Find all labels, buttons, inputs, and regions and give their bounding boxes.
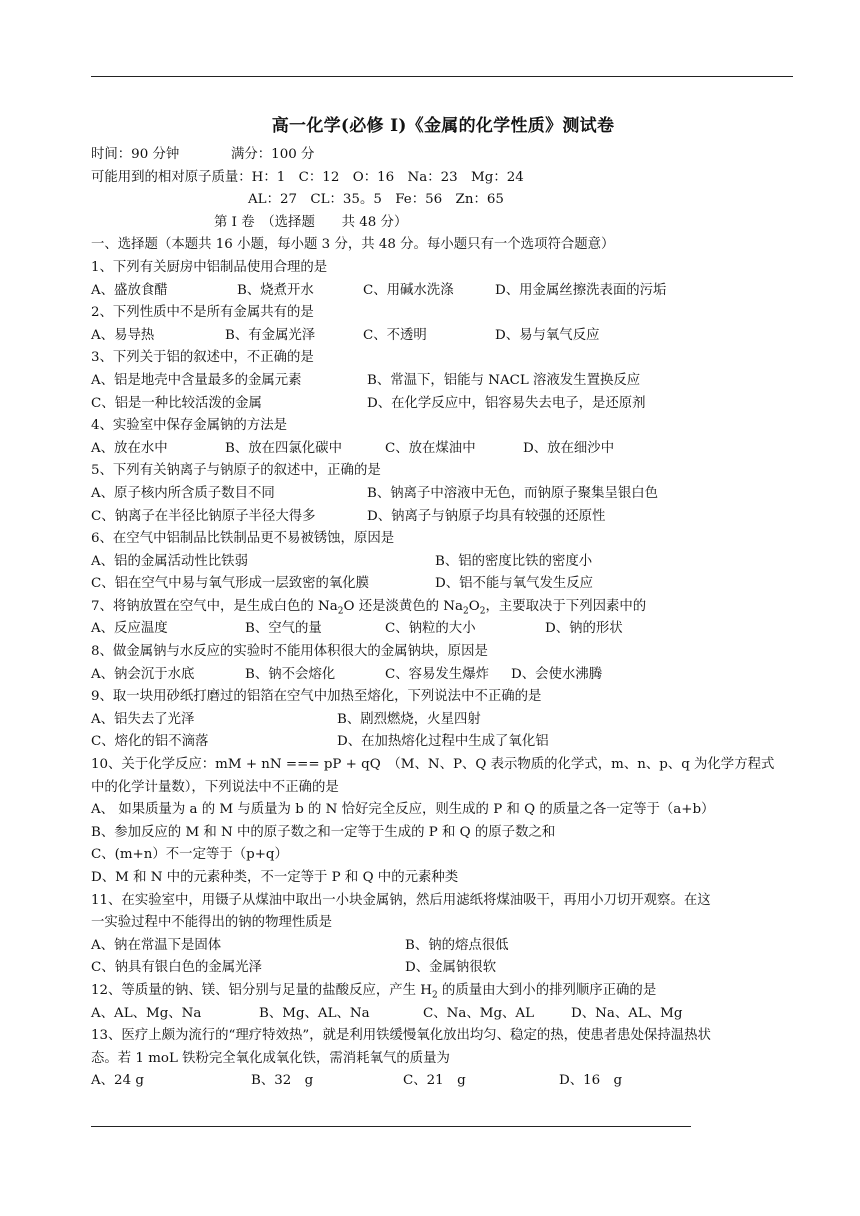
option-d: D、铝不能与氧气发生反应 bbox=[435, 576, 594, 592]
question-11-options-ab bbox=[91, 935, 795, 958]
question-9-stem: 9、取一块用砂纸打磨过的铝箔在空气中加热至熔化，下列说法中不正确的是 bbox=[91, 689, 542, 705]
part-heading: 第 I 卷 （选择题 共 48 分） bbox=[214, 214, 408, 230]
question-13-options bbox=[91, 1070, 795, 1093]
option-b: B、剧烈燃烧，火星四射 bbox=[337, 711, 481, 727]
option-a: A、原子核内所含质子数目不同 bbox=[91, 485, 275, 501]
question-11-stem-1: 11、在实验室中，用镊子从煤油中取出一小块金属钠，然后用滤纸将煤油吸干，再用小刀切开观察。在这 bbox=[91, 892, 711, 908]
question-9-options-ab bbox=[91, 709, 795, 732]
option-d: D、放在细沙中 bbox=[523, 440, 615, 456]
atomic-mass-line-1: 可能用到的相对原子质量：H：1 C：12 O：16 Na：23 Mg：24 bbox=[91, 169, 524, 185]
option-b: B、常温下，铝能与 NACL 溶液发生置换反应 bbox=[367, 372, 641, 388]
question-12-stem bbox=[91, 980, 795, 1003]
option-a: A、放在水中 bbox=[91, 440, 168, 456]
option-c: C、铝是一种比较活泼的金属 bbox=[91, 395, 262, 411]
option-d: D、金属钠很软 bbox=[405, 960, 497, 976]
option-a: A、钠会沉于水底 bbox=[91, 666, 195, 682]
option-b: B、32 g bbox=[251, 1073, 314, 1089]
option-c: C、Na、Mg、AL bbox=[423, 1005, 534, 1021]
option-a: A、铝失去了光泽 bbox=[91, 711, 195, 727]
question-7-options bbox=[91, 618, 795, 641]
option-d: D、在化学反应中，铝容易失去电子，是还原剂 bbox=[367, 395, 646, 411]
question-3-options-cd bbox=[91, 393, 795, 416]
option-d: D、会使水沸腾 bbox=[511, 666, 603, 682]
question-5-options-cd bbox=[91, 506, 795, 529]
stem-text: O bbox=[468, 598, 480, 614]
question-9-options-cd bbox=[91, 731, 795, 754]
question-7-stem bbox=[91, 596, 795, 619]
question-6-options-cd bbox=[91, 573, 795, 596]
question-10-stem-2: 中的化学计量数），下列说法中不正确的是 bbox=[91, 779, 339, 795]
option-d: D、在加热熔化过程中生成了氧化铝 bbox=[337, 734, 549, 750]
header-rule bbox=[91, 76, 793, 77]
atomic-mass-line-2: AL：27 CL：35。5 Fe：56 Zn：65 bbox=[248, 192, 504, 208]
stem-text: O 还是淡黄色的 Na bbox=[343, 598, 464, 614]
question-1-stem: 1、下列有关厨房中铝制品使用合理的是 bbox=[91, 259, 328, 275]
stem-text: 7、将钠放置在空气中，是生成白色的 Na bbox=[91, 598, 338, 614]
option-c: C、不透明 bbox=[363, 327, 427, 343]
option-c: C、熔化的铝不滴落 bbox=[91, 734, 209, 750]
option-a: A、铝的金属活动性比铁弱 bbox=[91, 553, 248, 569]
question-3-stem: 3、下列关于铝的叙述中，不正确的是 bbox=[91, 350, 314, 366]
option-b: B、钠不会熔化 bbox=[245, 666, 336, 682]
option-d: D、用金属丝擦洗表面的污垢 bbox=[495, 282, 667, 298]
question-2-options bbox=[91, 325, 795, 348]
stem-text: 的质量由大到小的排列顺序正确的是 bbox=[437, 982, 657, 998]
stem-text: 12、等质量的钠、镁、铝分别与足量的盐酸反应，产生 H bbox=[91, 982, 432, 998]
question-13-stem-2: 态。若 1 moL 铁粉完全氧化成氧化铁，需消耗氧气的质量为 bbox=[91, 1050, 450, 1066]
question-10-option-a: A、 如果质量为 a 的 M 与质量为 b 的 N 恰好完全反应，则生成的 P 和 Q 的质量之各一定等于（a+b） bbox=[91, 802, 715, 818]
meta-time-score bbox=[91, 144, 795, 167]
question-6-stem: 6、在空气中铝制品比铁制品更不易被锈蚀，原因是 bbox=[91, 531, 395, 547]
option-b: B、空气的量 bbox=[245, 621, 322, 637]
option-a: A、反应温度 bbox=[91, 621, 168, 637]
subscript: 2 bbox=[463, 606, 469, 617]
option-c: C、钠粒的大小 bbox=[385, 621, 476, 637]
option-c: C、容易发生爆炸 bbox=[385, 666, 489, 682]
option-c: C、用碱水洗涤 bbox=[363, 282, 454, 298]
question-1-options bbox=[91, 280, 795, 303]
question-11-options-cd bbox=[91, 957, 795, 980]
option-c: C、21 g bbox=[403, 1073, 466, 1089]
subscript: 2 bbox=[479, 606, 486, 617]
option-d: D、16 g bbox=[559, 1073, 623, 1089]
question-10-option-c: C、(m+n）不一定等于（p+q） bbox=[91, 847, 288, 863]
question-8-stem: 8、做金属钠与水反应的实验时不能用体积很大的金属钠块，原因是 bbox=[91, 644, 488, 660]
option-b: B、有金属光泽 bbox=[225, 327, 316, 343]
option-c: C、钠离子在半径比钠原子半径大得多 bbox=[91, 508, 316, 524]
question-13-stem-1: 13、医疗上颇为流行的“理疗特效热”，就是利用铁缓慢氧化放出均匀、稳定的热，使患者患处保持温热状 bbox=[91, 1028, 711, 1044]
question-5-stem: 5、下列有关钠离子与钠原子的叙述中，正确的是 bbox=[91, 463, 381, 479]
option-a: A、AL、Mg、Na bbox=[91, 1005, 202, 1021]
question-10-stem-1: 10、关于化学反应：mM + nN === pP + qQ （M、N、P、Q 表示物质的化学式，m、n、p、q 为化学方程式 bbox=[91, 757, 775, 773]
subscript: 2 bbox=[337, 606, 344, 617]
exam-page bbox=[91, 114, 795, 1093]
option-b: B、钠离子中溶液中无色，而钠原子聚集呈银白色 bbox=[367, 485, 659, 501]
exam-time: 时间：90 分钟 bbox=[91, 147, 180, 162]
option-c: C、钠具有银白色的金属光泽 bbox=[91, 960, 262, 976]
option-a: A、易导热 bbox=[91, 327, 155, 343]
option-a: A、钠在常温下是固体 bbox=[91, 937, 222, 953]
option-d: D、易与氧气反应 bbox=[495, 327, 600, 343]
question-5-options-ab bbox=[91, 483, 795, 506]
stem-text: ，主要取决于下列因素中的 bbox=[485, 598, 647, 614]
option-a: A、24 g bbox=[91, 1073, 144, 1089]
question-8-options bbox=[91, 664, 795, 687]
question-10-option-d: D、M 和 N 中的元素种类，不一定等于 P 和 Q 中的元素种类 bbox=[91, 870, 459, 885]
exam-score: 满分：100 分 bbox=[231, 147, 315, 162]
option-d: D、钠离子与钠原子均具有较强的还原性 bbox=[367, 508, 606, 524]
subscript: 2 bbox=[431, 990, 438, 1001]
section-heading: 一、选择题（本题共 16 小题，每小题 3 分，共 48 分。每小题只有一个选项符合题意） bbox=[91, 237, 615, 253]
option-b: B、铝的密度比铁的密度小 bbox=[435, 553, 593, 569]
option-b: B、放在四氯化碳中 bbox=[225, 440, 342, 456]
option-d: D、Na、AL、Mg bbox=[571, 1005, 683, 1021]
question-11-stem-2: 一实验过程中不能得出的钠的物理性质是 bbox=[91, 915, 333, 931]
question-10-option-b: B、参加反应的 M 和 N 中的原子数之和一定等于生成的 P 和 Q 的原子数之和 bbox=[91, 824, 556, 840]
option-b: B、Mg、AL、Na bbox=[259, 1005, 370, 1021]
option-d: D、钠的形状 bbox=[545, 621, 623, 637]
footer-rule bbox=[91, 1126, 691, 1127]
option-b: B、烧煮开水 bbox=[237, 282, 314, 298]
exam-title: 高一化学(必修 I)《金属的化学性质》测试卷 bbox=[271, 116, 615, 136]
option-a: A、盛放食醋 bbox=[91, 282, 168, 298]
option-c: C、铝在空气中易与氧气形成一层致密的氧化膜 bbox=[91, 576, 370, 592]
option-a: A、铝是地壳中含量最多的金属元素 bbox=[91, 372, 302, 388]
option-b: B、钠的熔点很低 bbox=[405, 937, 509, 953]
option-c: C、放在煤油中 bbox=[385, 440, 476, 456]
question-12-options bbox=[91, 1003, 795, 1026]
question-6-options-ab bbox=[91, 551, 795, 574]
question-4-options bbox=[91, 438, 795, 461]
question-4-stem: 4、实验室中保存金属钠的方法是 bbox=[91, 418, 287, 434]
question-2-stem: 2、下列性质中不是所有金属共有的是 bbox=[91, 305, 314, 321]
question-3-options-ab bbox=[91, 370, 795, 393]
